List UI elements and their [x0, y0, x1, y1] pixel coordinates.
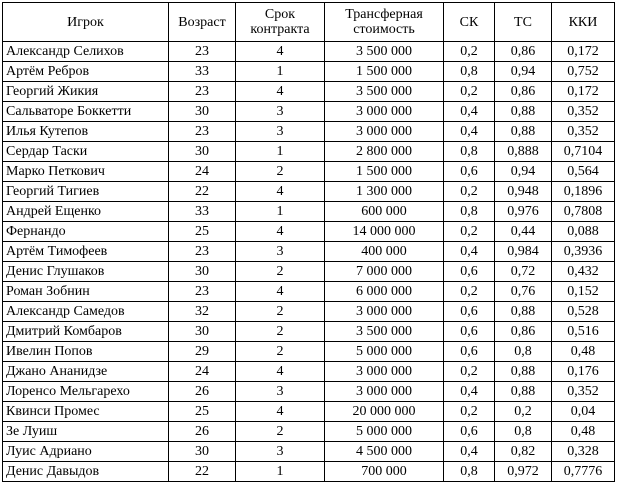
cell-age: 29: [169, 342, 236, 362]
cell-ts: 0,86: [495, 42, 552, 62]
cell-ts: 0,8: [495, 342, 552, 362]
cell-kki: 0,7808: [552, 202, 615, 222]
header-player: Игрок: [3, 3, 169, 42]
cell-fee: 5 000 000: [325, 422, 444, 442]
cell-ts: 0,94: [495, 62, 552, 82]
cell-kki: 0,516: [552, 322, 615, 342]
cell-kki: 0,172: [552, 82, 615, 102]
cell-kki: 0,04: [552, 402, 615, 422]
header-row: [3, 3, 615, 42]
table-row: [3, 42, 615, 62]
cell-age: 25: [169, 402, 236, 422]
cell-player: Георгий Тигиев: [3, 182, 169, 202]
cell-sk: 0,6: [444, 322, 495, 342]
cell-ts: 0,8: [495, 422, 552, 442]
table-row: [3, 62, 615, 82]
cell-ts: 0,82: [495, 442, 552, 462]
cell-player: Квинси Промес: [3, 402, 169, 422]
cell-age: 30: [169, 102, 236, 122]
table-row: [3, 342, 615, 362]
cell-age: 26: [169, 382, 236, 402]
cell-age: 26: [169, 422, 236, 442]
cell-fee: 3 000 000: [325, 362, 444, 382]
cell-age: 22: [169, 182, 236, 202]
cell-ts: 0,948: [495, 182, 552, 202]
cell-kki: 0,432: [552, 262, 615, 282]
cell-kki: 0,352: [552, 102, 615, 122]
cell-ts: 0,72: [495, 262, 552, 282]
cell-sk: 0,6: [444, 162, 495, 182]
cell-player: Андрей Ещенко: [3, 202, 169, 222]
cell-contract: 2: [236, 302, 325, 322]
cell-player: Луис Адриано: [3, 442, 169, 462]
cell-contract: 4: [236, 182, 325, 202]
cell-contract: 3: [236, 102, 325, 122]
cell-sk: 0,2: [444, 82, 495, 102]
cell-sk: 0,4: [444, 122, 495, 142]
cell-sk: 0,6: [444, 262, 495, 282]
cell-contract: 1: [236, 462, 325, 482]
cell-player: Александр Самедов: [3, 302, 169, 322]
cell-age: 22: [169, 462, 236, 482]
cell-player: Марко Петкович: [3, 162, 169, 182]
cell-fee: 3 000 000: [325, 382, 444, 402]
cell-age: 23: [169, 82, 236, 102]
table-row: [3, 302, 615, 322]
cell-contract: 3: [236, 442, 325, 462]
cell-player: Дмитрий Комбаров: [3, 322, 169, 342]
table-row: [3, 282, 615, 302]
cell-sk: 0,6: [444, 342, 495, 362]
cell-fee: 2 800 000: [325, 142, 444, 162]
cell-age: 33: [169, 62, 236, 82]
cell-fee: 1 500 000: [325, 62, 444, 82]
cell-sk: 0,2: [444, 42, 495, 62]
cell-kki: 0,352: [552, 382, 615, 402]
cell-age: 30: [169, 322, 236, 342]
cell-contract: 4: [236, 82, 325, 102]
table-row: [3, 382, 615, 402]
cell-ts: 0,888: [495, 142, 552, 162]
table-row: [3, 442, 615, 462]
cell-sk: 0,2: [444, 182, 495, 202]
header-ts: ТС: [495, 3, 552, 42]
cell-kki: 0,48: [552, 342, 615, 362]
cell-ts: 0,972: [495, 462, 552, 482]
table-row: [3, 262, 615, 282]
cell-contract: 1: [236, 202, 325, 222]
cell-age: 23: [169, 42, 236, 62]
cell-kki: 0,328: [552, 442, 615, 462]
cell-kki: 0,3936: [552, 242, 615, 262]
cell-ts: 0,86: [495, 322, 552, 342]
cell-ts: 0,86: [495, 82, 552, 102]
cell-sk: 0,6: [444, 302, 495, 322]
cell-contract: 4: [236, 362, 325, 382]
cell-fee: 3 500 000: [325, 322, 444, 342]
cell-age: 32: [169, 302, 236, 322]
players-table: [2, 2, 615, 482]
cell-age: 30: [169, 262, 236, 282]
cell-sk: 0,4: [444, 382, 495, 402]
cell-sk: 0,4: [444, 242, 495, 262]
cell-player: Лоренсо Мельгарехо: [3, 382, 169, 402]
header-sk: СК: [444, 3, 495, 42]
table-row: [3, 242, 615, 262]
cell-sk: 0,4: [444, 102, 495, 122]
table-row: [3, 182, 615, 202]
cell-ts: 0,984: [495, 242, 552, 262]
cell-player: Артём Тимофеев: [3, 242, 169, 262]
cell-ts: 0,88: [495, 122, 552, 142]
cell-fee: 400 000: [325, 242, 444, 262]
header-age: Возраст: [169, 3, 236, 42]
cell-player: Фернандо: [3, 222, 169, 242]
cell-fee: 5 000 000: [325, 342, 444, 362]
table-row: [3, 142, 615, 162]
cell-player: Сердар Таски: [3, 142, 169, 162]
cell-fee: 7 000 000: [325, 262, 444, 282]
cell-kki: 0,152: [552, 282, 615, 302]
cell-fee: 6 000 000: [325, 282, 444, 302]
cell-contract: 3: [236, 122, 325, 142]
table-row: [3, 162, 615, 182]
cell-sk: 0,8: [444, 142, 495, 162]
cell-fee: 4 500 000: [325, 442, 444, 462]
cell-contract: 2: [236, 422, 325, 442]
cell-fee: 1 300 000: [325, 182, 444, 202]
cell-player: Роман Зобнин: [3, 282, 169, 302]
table-row: [3, 82, 615, 102]
cell-player: Георгий Жикия: [3, 82, 169, 102]
header-kki: ККИ: [552, 3, 615, 42]
cell-ts: 0,44: [495, 222, 552, 242]
cell-fee: 3 500 000: [325, 42, 444, 62]
cell-age: 25: [169, 222, 236, 242]
cell-ts: 0,88: [495, 102, 552, 122]
cell-sk: 0,2: [444, 222, 495, 242]
table-row: [3, 222, 615, 242]
cell-sk: 0,2: [444, 402, 495, 422]
cell-fee: 3 500 000: [325, 82, 444, 102]
table-row: [3, 402, 615, 422]
cell-contract: 2: [236, 262, 325, 282]
cell-player: Ивелин Попов: [3, 342, 169, 362]
table-body: [3, 42, 615, 482]
table-row: [3, 422, 615, 442]
cell-fee: 3 000 000: [325, 102, 444, 122]
cell-player: Денис Давыдов: [3, 462, 169, 482]
cell-sk: 0,2: [444, 362, 495, 382]
cell-kki: 0,172: [552, 42, 615, 62]
cell-kki: 0,7776: [552, 462, 615, 482]
cell-sk: 0,2: [444, 282, 495, 302]
table-row: [3, 322, 615, 342]
cell-ts: 0,88: [495, 302, 552, 322]
cell-ts: 0,2: [495, 402, 552, 422]
cell-kki: 0,564: [552, 162, 615, 182]
cell-kki: 0,752: [552, 62, 615, 82]
cell-fee: 600 000: [325, 202, 444, 222]
cell-sk: 0,4: [444, 442, 495, 462]
cell-kki: 0,48: [552, 422, 615, 442]
cell-player: Сальваторе Боккетти: [3, 102, 169, 122]
header-contract: Срок контракта: [236, 3, 325, 42]
cell-kki: 0,176: [552, 362, 615, 382]
cell-kki: 0,1896: [552, 182, 615, 202]
cell-contract: 4: [236, 282, 325, 302]
cell-player: Джано Ананидзе: [3, 362, 169, 382]
table-row: [3, 362, 615, 382]
table-row: [3, 122, 615, 142]
table-row: [3, 202, 615, 222]
cell-age: 23: [169, 242, 236, 262]
cell-contract: 2: [236, 342, 325, 362]
cell-ts: 0,88: [495, 362, 552, 382]
cell-player: Денис Глушаков: [3, 262, 169, 282]
cell-age: 23: [169, 282, 236, 302]
cell-contract: 1: [236, 142, 325, 162]
cell-fee: 3 000 000: [325, 302, 444, 322]
cell-player: Зе Луиш: [3, 422, 169, 442]
cell-age: 24: [169, 362, 236, 382]
cell-sk: 0,8: [444, 462, 495, 482]
cell-contract: 2: [236, 322, 325, 342]
cell-fee: 3 000 000: [325, 122, 444, 142]
header-fee: Трансферная стоимость: [325, 3, 444, 42]
cell-age: 33: [169, 202, 236, 222]
cell-fee: 14 000 000: [325, 222, 444, 242]
cell-contract: 1: [236, 62, 325, 82]
cell-contract: 4: [236, 42, 325, 62]
cell-contract: 4: [236, 222, 325, 242]
table-row: [3, 102, 615, 122]
cell-sk: 0,8: [444, 202, 495, 222]
cell-fee: 700 000: [325, 462, 444, 482]
cell-player: Илья Кутепов: [3, 122, 169, 142]
cell-kki: 0,7104: [552, 142, 615, 162]
table-row: [3, 462, 615, 482]
cell-age: 30: [169, 142, 236, 162]
cell-player: Артём Ребров: [3, 62, 169, 82]
cell-kki: 0,088: [552, 222, 615, 242]
cell-contract: 3: [236, 382, 325, 402]
cell-ts: 0,76: [495, 282, 552, 302]
cell-age: 24: [169, 162, 236, 182]
cell-sk: 0,8: [444, 62, 495, 82]
cell-contract: 4: [236, 402, 325, 422]
cell-player: Александр Селихов: [3, 42, 169, 62]
cell-ts: 0,94: [495, 162, 552, 182]
cell-ts: 0,88: [495, 382, 552, 402]
cell-contract: 3: [236, 242, 325, 262]
cell-contract: 2: [236, 162, 325, 182]
cell-fee: 1 500 000: [325, 162, 444, 182]
cell-kki: 0,528: [552, 302, 615, 322]
cell-ts: 0,976: [495, 202, 552, 222]
cell-fee: 20 000 000: [325, 402, 444, 422]
cell-sk: 0,6: [444, 422, 495, 442]
cell-age: 30: [169, 442, 236, 462]
cell-age: 23: [169, 122, 236, 142]
cell-kki: 0,352: [552, 122, 615, 142]
